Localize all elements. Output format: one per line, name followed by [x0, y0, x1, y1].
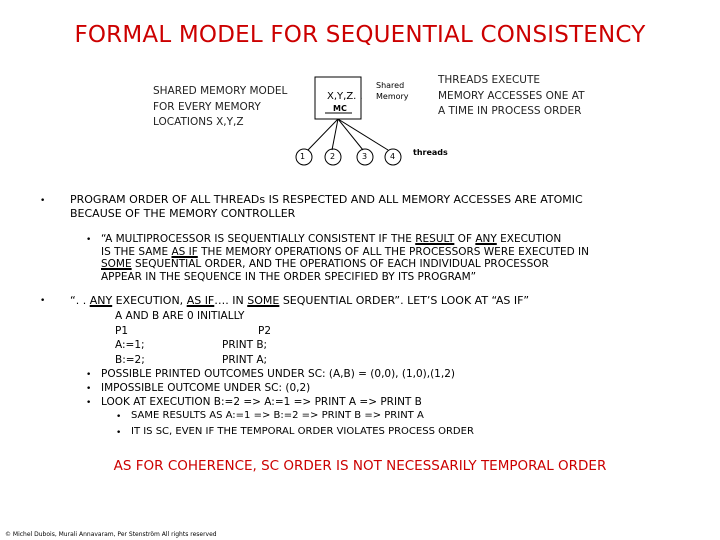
memory-content: X,Y,Z. .	[327, 91, 363, 102]
diagram-left-line: LOCATIONS X,Y,Z	[153, 116, 244, 128]
sub-sub-bullet: SAME RESULTS AS A:=1 => B:=2 => PRINT B => PRINT A	[131, 410, 424, 421]
shared-memory-label	[376, 80, 409, 102]
diagram-left-line: SHARED MEMORY MODEL	[153, 85, 288, 97]
bullet-2-text: EXECUTION,	[112, 294, 187, 307]
quote-emphasis-asif: AS IF	[171, 245, 198, 258]
p2-statement-2: PRINT A;	[222, 354, 268, 366]
diagram-right-line: THREADS EXECUTE	[438, 74, 541, 86]
sub-bullet: POSSIBLE PRINTED OUTCOMES UNDER SC: (A,B) = (0,0), (1,0),(1,2)	[101, 368, 455, 380]
bullet-marker: •	[40, 196, 46, 206]
sub-bullet: IMPOSSIBLE OUTCOME UNDER SC: (0,2)	[101, 382, 311, 394]
memory-controller-label: MC	[333, 104, 347, 113]
thread-label-3: 3	[362, 152, 368, 161]
thread-label-1: 1	[300, 152, 306, 161]
sc-definition-quote	[101, 233, 589, 283]
thread-label-2: 2	[330, 152, 336, 161]
bullet-1-text	[70, 193, 583, 221]
diagram-left-text	[153, 84, 287, 131]
quote-text: SEQUENTIAL ORDER, AND THE OPERATIONS OF EACH INDIVIDUAL PROCESSOR	[131, 258, 549, 270]
p1-statement-1: A:=1;	[115, 339, 145, 351]
bullet-marker: •	[86, 370, 92, 380]
threads-label: threads	[413, 148, 448, 157]
quote-text: “A MULTIPROCESSOR IS SEQUENTIALLY CONSISTENT IF THE	[101, 233, 416, 245]
bullet-2-text: “. .	[70, 294, 90, 307]
thread-connector-3	[338, 119, 363, 150]
bullet-2-emphasis-asif: AS IF	[186, 294, 215, 307]
p1-label: P1	[115, 325, 129, 337]
diagram-right-line: MEMORY ACCESSES ONE AT	[438, 89, 585, 102]
page-title: FORMAL MODEL FOR SEQUENTIAL CONSISTENCY	[74, 22, 646, 48]
quote-text: OF	[454, 233, 476, 245]
thread-label-4: 4	[390, 152, 396, 161]
initial-values: A AND B ARE 0 INITIALLY	[115, 310, 245, 322]
quote-emphasis-any: ANY	[475, 233, 497, 245]
quote-line-4: APPEAR IN THE SEQUENCE IN THE ORDER SPECIFIED BY ITS PROGRAM”	[101, 270, 477, 283]
sub-bullet: LOOK AT EXECUTION B:=2 => A:=1 => PRINT A => PRINT B	[101, 396, 422, 408]
quote-line-1	[101, 233, 589, 246]
bullet-1-line: BECAUSE OF THE MEMORY CONTROLLER	[70, 207, 296, 220]
sub-sub-bullet: IT IS SC, EVEN IF THE TEMPORAL ORDER VIOLATES PROCESS ORDER	[131, 426, 474, 437]
copyright-notice: © Michel Dubois, Murali Annavaram, Per Stenström All rights reserved	[5, 531, 217, 538]
bullet-2-emphasis-any: ANY	[89, 294, 113, 307]
bullet-2-text: …. IN	[214, 294, 248, 307]
bullet-marker: •	[86, 398, 92, 408]
quote-text: THE MEMORY OPERATIONS OF ALL THE PROCESSORS WERE EXECUTED IN	[197, 245, 589, 258]
bullet-2-heading	[70, 294, 529, 308]
p2-statement-1: PRINT B;	[222, 339, 268, 351]
thread-connector-1	[308, 119, 338, 150]
bullet-2-emphasis-some: SOME	[247, 294, 280, 307]
diagram-left-line: FOR EVERY MEMORY	[153, 100, 261, 113]
p1-statement-2: B:=2;	[115, 354, 145, 366]
quote-emphasis-result: RESULT	[415, 233, 455, 245]
thread-connector-4	[338, 119, 388, 150]
quote-emphasis-some: SOME	[101, 258, 132, 270]
bullet-marker: •	[86, 235, 92, 245]
shared-memory-label-line: Memory	[376, 92, 409, 101]
bullet-marker: •	[40, 296, 46, 306]
bullet-marker: •	[86, 384, 92, 394]
p2-label: P2	[258, 325, 272, 337]
conclusion-statement: AS FOR COHERENCE, SC ORDER IS NOT NECESSARILY TEMPORAL ORDER	[113, 458, 607, 474]
quote-text: IS THE SAME	[101, 245, 172, 258]
bullet-2-text: SEQUENTIAL ORDER”. LET’S LOOK AT “AS IF”	[279, 294, 530, 307]
bullet-marker: •	[116, 412, 122, 422]
diagram-right-line: A TIME IN PROCESS ORDER	[438, 105, 582, 117]
diagram-right-text	[438, 73, 585, 120]
quote-text: EXECUTION	[496, 233, 562, 245]
shared-memory-label-line: Shared	[376, 81, 405, 90]
quote-line-3	[101, 258, 589, 271]
bullet-marker: •	[116, 428, 122, 438]
quote-line-2	[101, 246, 589, 259]
bullet-1-line: PROGRAM ORDER OF ALL THREADs IS RESPECTED AND ALL MEMORY ACCESSES ARE ATOMIC	[70, 193, 583, 206]
